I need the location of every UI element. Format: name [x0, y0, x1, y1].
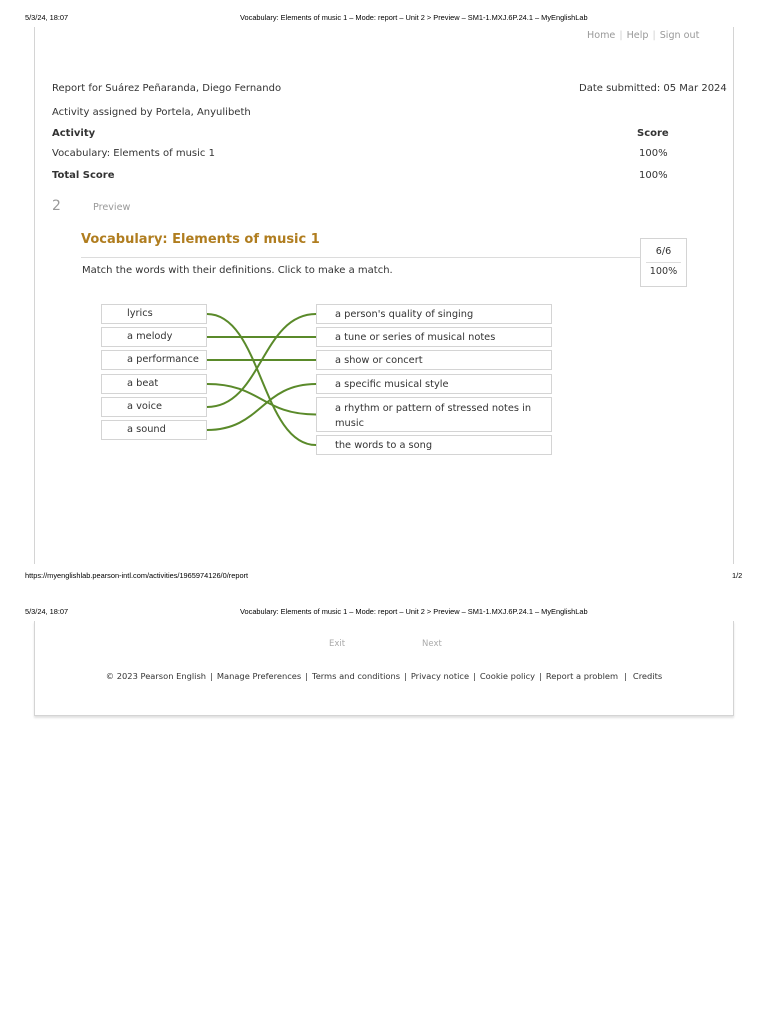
- print-page-title-page2: Vocabulary: Elements of music 1 – Mode: report – Unit 2 > Preview – SM1-1.MXJ.6P.24.1 – MyEnglishLab: [240, 607, 588, 616]
- privacy-link[interactable]: Privacy notice: [410, 671, 470, 681]
- definition-style[interactable]: a specific musical style: [316, 374, 552, 394]
- word-beat[interactable]: a beat: [101, 374, 207, 394]
- footer-links: © 2023 Pearson English | Manage Preferences | Terms and conditions | Privacy notice | Cookie policy | Report a problem | Credits: [105, 671, 663, 681]
- score-fraction: 6/6: [655, 246, 672, 257]
- print-url: https://myenglishlab.pearson-intl.com/activities/1965974126/0/report: [25, 571, 249, 580]
- word-lyrics[interactable]: lyrics: [101, 304, 207, 324]
- activity-header: Activity: [52, 128, 96, 139]
- manage-preferences-link[interactable]: Manage Preferences: [216, 671, 302, 681]
- exit-button[interactable]: Exit: [329, 639, 346, 649]
- definition-tune[interactable]: a tune or series of musical notes: [316, 327, 552, 347]
- print-datetime-page2: 5/3/24, 18:07: [25, 607, 69, 616]
- assigned-by: Activity assigned by Portela, Anyulibeth: [52, 107, 251, 118]
- print-page-number: 1/2: [732, 571, 743, 580]
- total-score-label: Total Score: [52, 170, 115, 181]
- exercise-title: Vocabulary: Elements of music 1: [81, 232, 320, 247]
- sign-out-link[interactable]: Sign out: [659, 30, 700, 41]
- word-sound[interactable]: a sound: [101, 420, 207, 440]
- score-header: Score: [637, 128, 669, 139]
- credits-link[interactable]: Credits: [632, 671, 663, 681]
- word-melody[interactable]: a melody: [101, 327, 207, 347]
- report-problem-link[interactable]: Report a problem: [545, 671, 619, 681]
- section-label: Preview: [93, 202, 131, 213]
- score-percent: 100%: [649, 266, 678, 277]
- definition-show[interactable]: a show or concert: [316, 350, 552, 370]
- terms-link[interactable]: Terms and conditions: [312, 671, 401, 681]
- report-for: Report for Suárez Peñaranda, Diego Fernando: [52, 83, 282, 94]
- activity-score: 100%: [639, 148, 668, 159]
- date-submitted: Date submitted: 05 Mar 2024: [579, 83, 727, 94]
- help-link[interactable]: Help: [626, 30, 649, 41]
- cookie-policy-link[interactable]: Cookie policy: [479, 671, 536, 681]
- home-link[interactable]: Home: [587, 30, 616, 41]
- activity-name: Vocabulary: Elements of music 1: [52, 148, 215, 159]
- footer-panel: [34, 621, 734, 716]
- section-number: 2: [52, 198, 61, 214]
- word-performance[interactable]: a performance: [101, 350, 207, 370]
- definition-rhythm[interactable]: a rhythm or pattern of stressed notes in music: [316, 397, 552, 432]
- print-page-title: Vocabulary: Elements of music 1 – Mode: report – Unit 2 > Preview – SM1-1.MXJ.6P.24.1 – MyEnglishLab: [240, 13, 588, 22]
- match-line-sound: [207, 384, 316, 430]
- match-line-lyrics: [207, 314, 316, 445]
- match-line-beat: [207, 384, 316, 415]
- copyright-text: © 2023 Pearson English: [105, 671, 207, 681]
- definition-song-words[interactable]: the words to a song: [316, 435, 552, 455]
- print-datetime: 5/3/24, 18:07: [25, 13, 69, 22]
- total-score: 100%: [639, 170, 668, 181]
- word-voice[interactable]: a voice: [101, 397, 207, 417]
- exercise-instruction: Match the words with their definitions. Click to make a match.: [82, 265, 393, 276]
- next-button[interactable]: Next: [422, 639, 442, 649]
- definition-singing-quality[interactable]: a person's quality of singing: [316, 304, 552, 324]
- top-nav: Home | Help | Sign out: [587, 30, 700, 41]
